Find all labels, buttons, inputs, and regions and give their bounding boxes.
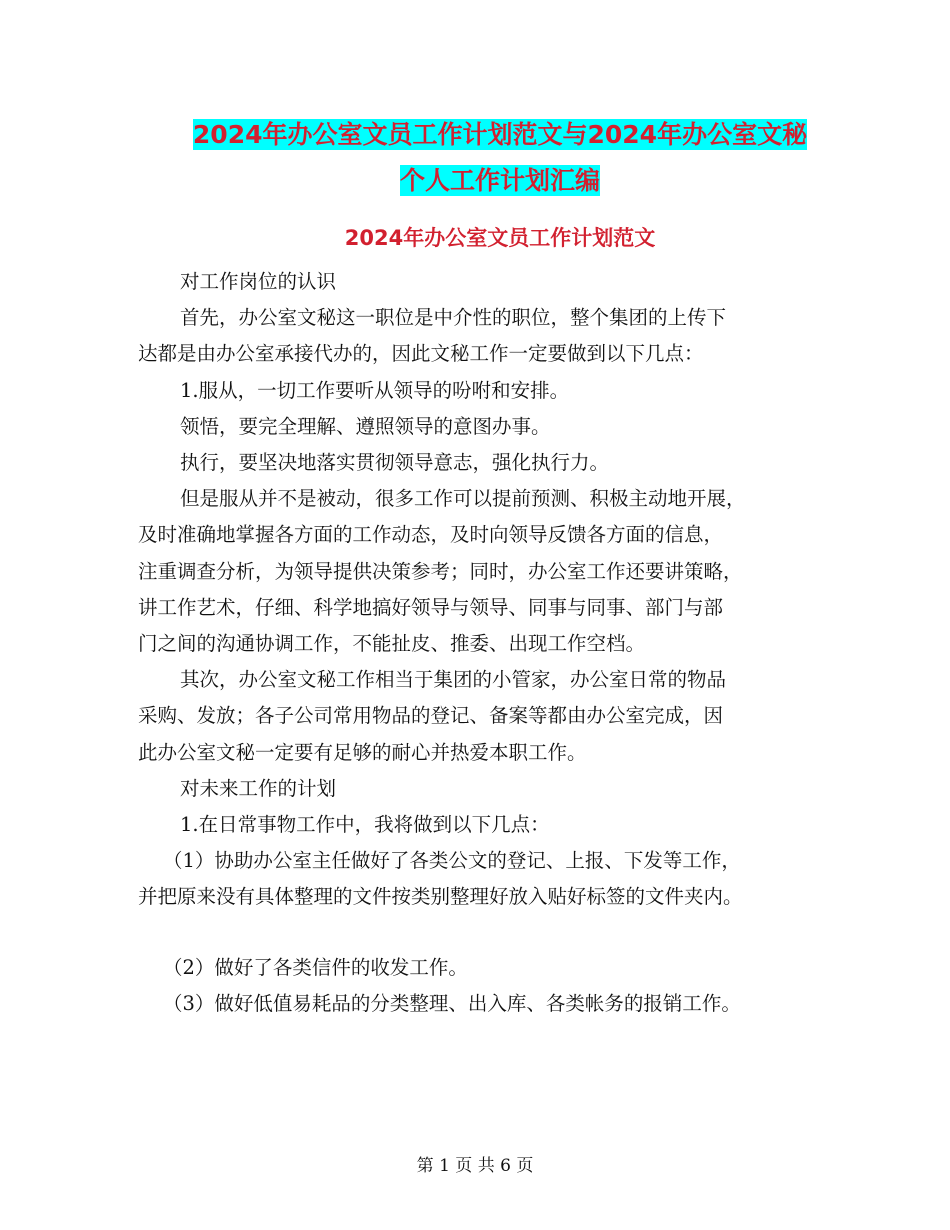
paragraph-gap [138, 916, 818, 950]
paragraph-line: 达都是由办公室承接代办的，因此文秘工作一定要做到以下几点： [138, 342, 704, 366]
paragraph-line: 对工作岗位的认识 [180, 270, 337, 293]
paragraph-line: （2）做好了各类信件的收发工作。 [163, 955, 468, 979]
paragraph-line: 采购、发放；各子公司常用物品的登记、备案等都由办公室完成，因 [138, 704, 724, 728]
paragraph-line: 注重调查分析，为领导提供决策参考；同时，办公室工作还要讲策略， [138, 559, 743, 583]
main-title-line-1: 2024年办公室文员工作计划范文与2024年办公室文秘 [192, 120, 808, 149]
paragraph-line: 并把原来没有具体整理的文件按类别整理好放入贴好标签的文件夹内。 [138, 885, 743, 909]
section-title: 2024年办公室文员工作计划范文 [344, 226, 656, 250]
page-footer: 第 1 页 共 6 页 [416, 1156, 534, 1176]
paragraph-line: 首先，办公室文秘这一职位是中介性的职位，整个集团的上传下 [180, 306, 727, 330]
document-body [138, 264, 818, 1022]
paragraph-line: 1.在日常事物工作中，我将做到以下几点： [180, 813, 550, 837]
main-title-line-2: 个人工作计划汇编 [399, 166, 600, 195]
paragraph-line: 领悟，要完全理解、遵照领导的意图办事。 [180, 414, 551, 438]
paragraph-line: 及时准确地掌握各方面的工作动态，及时向领导反馈各方面的信息， [138, 523, 724, 547]
paragraph-line: 1.服从，一切工作要听从领导的吩咐和安排。 [180, 378, 570, 402]
paragraph-line: 执行，要坚决地落实贯彻领导意志，强化执行力。 [180, 451, 610, 475]
main-title [140, 112, 860, 204]
paragraph-line: 讲工作艺术，仔细、科学地搞好领导与领导、同事与同事、部门与部 [138, 595, 724, 619]
paragraph-line: 但是服从并不是被动，很多工作可以提前预测、积极主动地开展， [180, 487, 746, 511]
paragraph-line: 其次，办公室文秘工作相当于集团的小管家，办公室日常的物品 [180, 668, 727, 692]
paragraph-line: 对未来工作的计划 [180, 776, 337, 800]
paragraph-line: （3）做好低值易耗品的分类整理、出入库、各类帐务的报销工作。 [163, 991, 741, 1015]
paragraph-line: 此办公室文秘一定要有足够的耐心并热爱本职工作。 [138, 740, 587, 764]
paragraph-line: 门之间的沟通协调工作，不能扯皮、推委、出现工作空档。 [138, 632, 646, 656]
paragraph-line: （1）协助办公室主任做好了各类公文的登记、上报、下发等工作， [163, 849, 741, 873]
